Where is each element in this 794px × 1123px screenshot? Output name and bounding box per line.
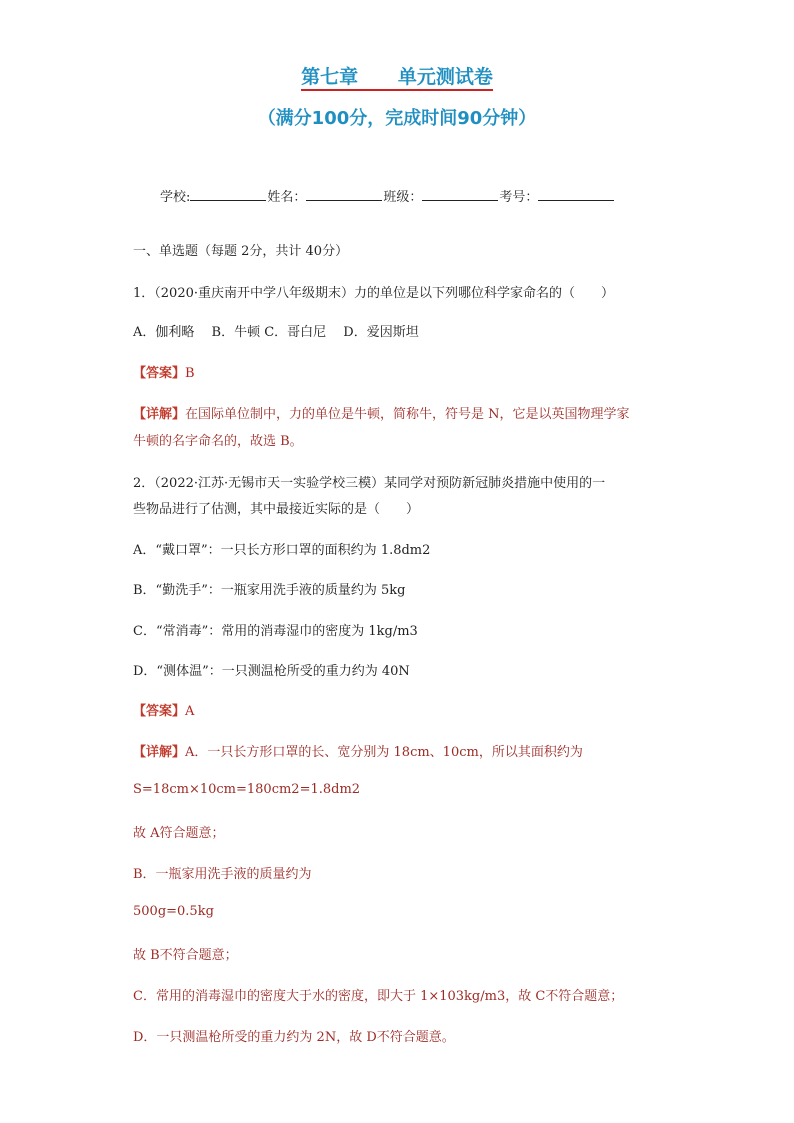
exam-number-label: 考号： xyxy=(499,190,539,205)
question-2-formula-a: S=18cm×10cm=180cm2=1.8dm2 xyxy=(133,782,361,797)
question-1-answer xyxy=(133,362,195,381)
question-2-option-c: C．“常消毒”：常用的消毒湿巾的密度为 1kg/m3 xyxy=(133,624,418,639)
answer-tag: 【答案】 xyxy=(133,366,186,381)
answer-value: B xyxy=(185,366,195,381)
question-2-stem-line-2: 些物品进行了估测，其中最接近实际的是（ ） xyxy=(133,502,420,517)
name-label: 姓名： xyxy=(267,190,307,205)
class-blank xyxy=(422,188,498,201)
detail-text: 在国际单位制中，力的单位是牛顿，简称牛，符号是 N，它是以英国物理学家 xyxy=(185,407,630,422)
page-title-text: 第七章 单元测试卷 xyxy=(301,66,493,91)
section-heading: 一、单选题（每题 2分，共计 40分） xyxy=(133,244,349,259)
school-label: 学校: xyxy=(160,190,191,205)
student-info-row xyxy=(160,186,615,205)
name-blank xyxy=(306,188,382,201)
question-2-conclusion-b: 故 B不符合题意； xyxy=(133,948,238,963)
page-subtitle: （满分100分，完成时间90分钟） xyxy=(257,108,537,129)
detail-tag: 【详解】 xyxy=(133,745,186,760)
question-1-stem: 1．（2020·重庆南开中学八年级期末）力的单位是以下列哪位科学家命名的（ ） xyxy=(133,286,614,301)
question-2-detail-c: C．常用的消毒湿巾的密度大于水的密度，即大于 1×103kg/m3，故 C不符合题意； xyxy=(133,989,624,1004)
page-title xyxy=(0,62,794,89)
question-2-option-d: D．“测体温”：一只测温枪所受的重力约为 40N xyxy=(133,664,410,679)
detail-tag: 【详解】 xyxy=(133,407,186,422)
exam-number-blank xyxy=(538,188,614,201)
question-2-option-a: A．“戴口罩”：一只长方形口罩的面积约为 1.8dm2 xyxy=(133,543,431,558)
detail-text: A．一只长方形口罩的长、宽分别为 18cm、10cm，所以其面积约为 xyxy=(185,745,583,760)
question-2-conclusion-a: 故 A符合题意； xyxy=(133,826,225,841)
question-2-option-b: B．“勤洗手”：一瓶家用洗手液的质量约为 5kg xyxy=(133,583,406,598)
class-label: 班级： xyxy=(383,190,423,205)
answer-value: A xyxy=(185,704,195,719)
question-1-detail-line-1 xyxy=(133,403,630,422)
question-2-detail-b: B．一瓶家用洗手液的质量约为 xyxy=(133,867,312,882)
question-2-formula-b: 500g=0.5kg xyxy=(133,904,214,919)
question-1-options: A．伽利略 B．牛顿 C．哥白尼 D．爱因斯坦 xyxy=(133,325,419,340)
question-2-detail-d: D．一只测温枪所受的重力约为 2N，故 D不符合题意。 xyxy=(133,1030,455,1045)
question-2-answer xyxy=(133,700,194,719)
question-2-detail-a xyxy=(133,741,583,760)
school-blank xyxy=(190,188,266,201)
answer-tag: 【答案】 xyxy=(133,704,186,719)
question-2-stem-line-1: 2．（2022·江苏·无锡市天一实验学校三模）某同学对预防新冠肺炎措施中使用的一 xyxy=(133,476,606,491)
question-1-detail-line-2: 牛顿的名字命名的，故选 B。 xyxy=(133,434,303,449)
